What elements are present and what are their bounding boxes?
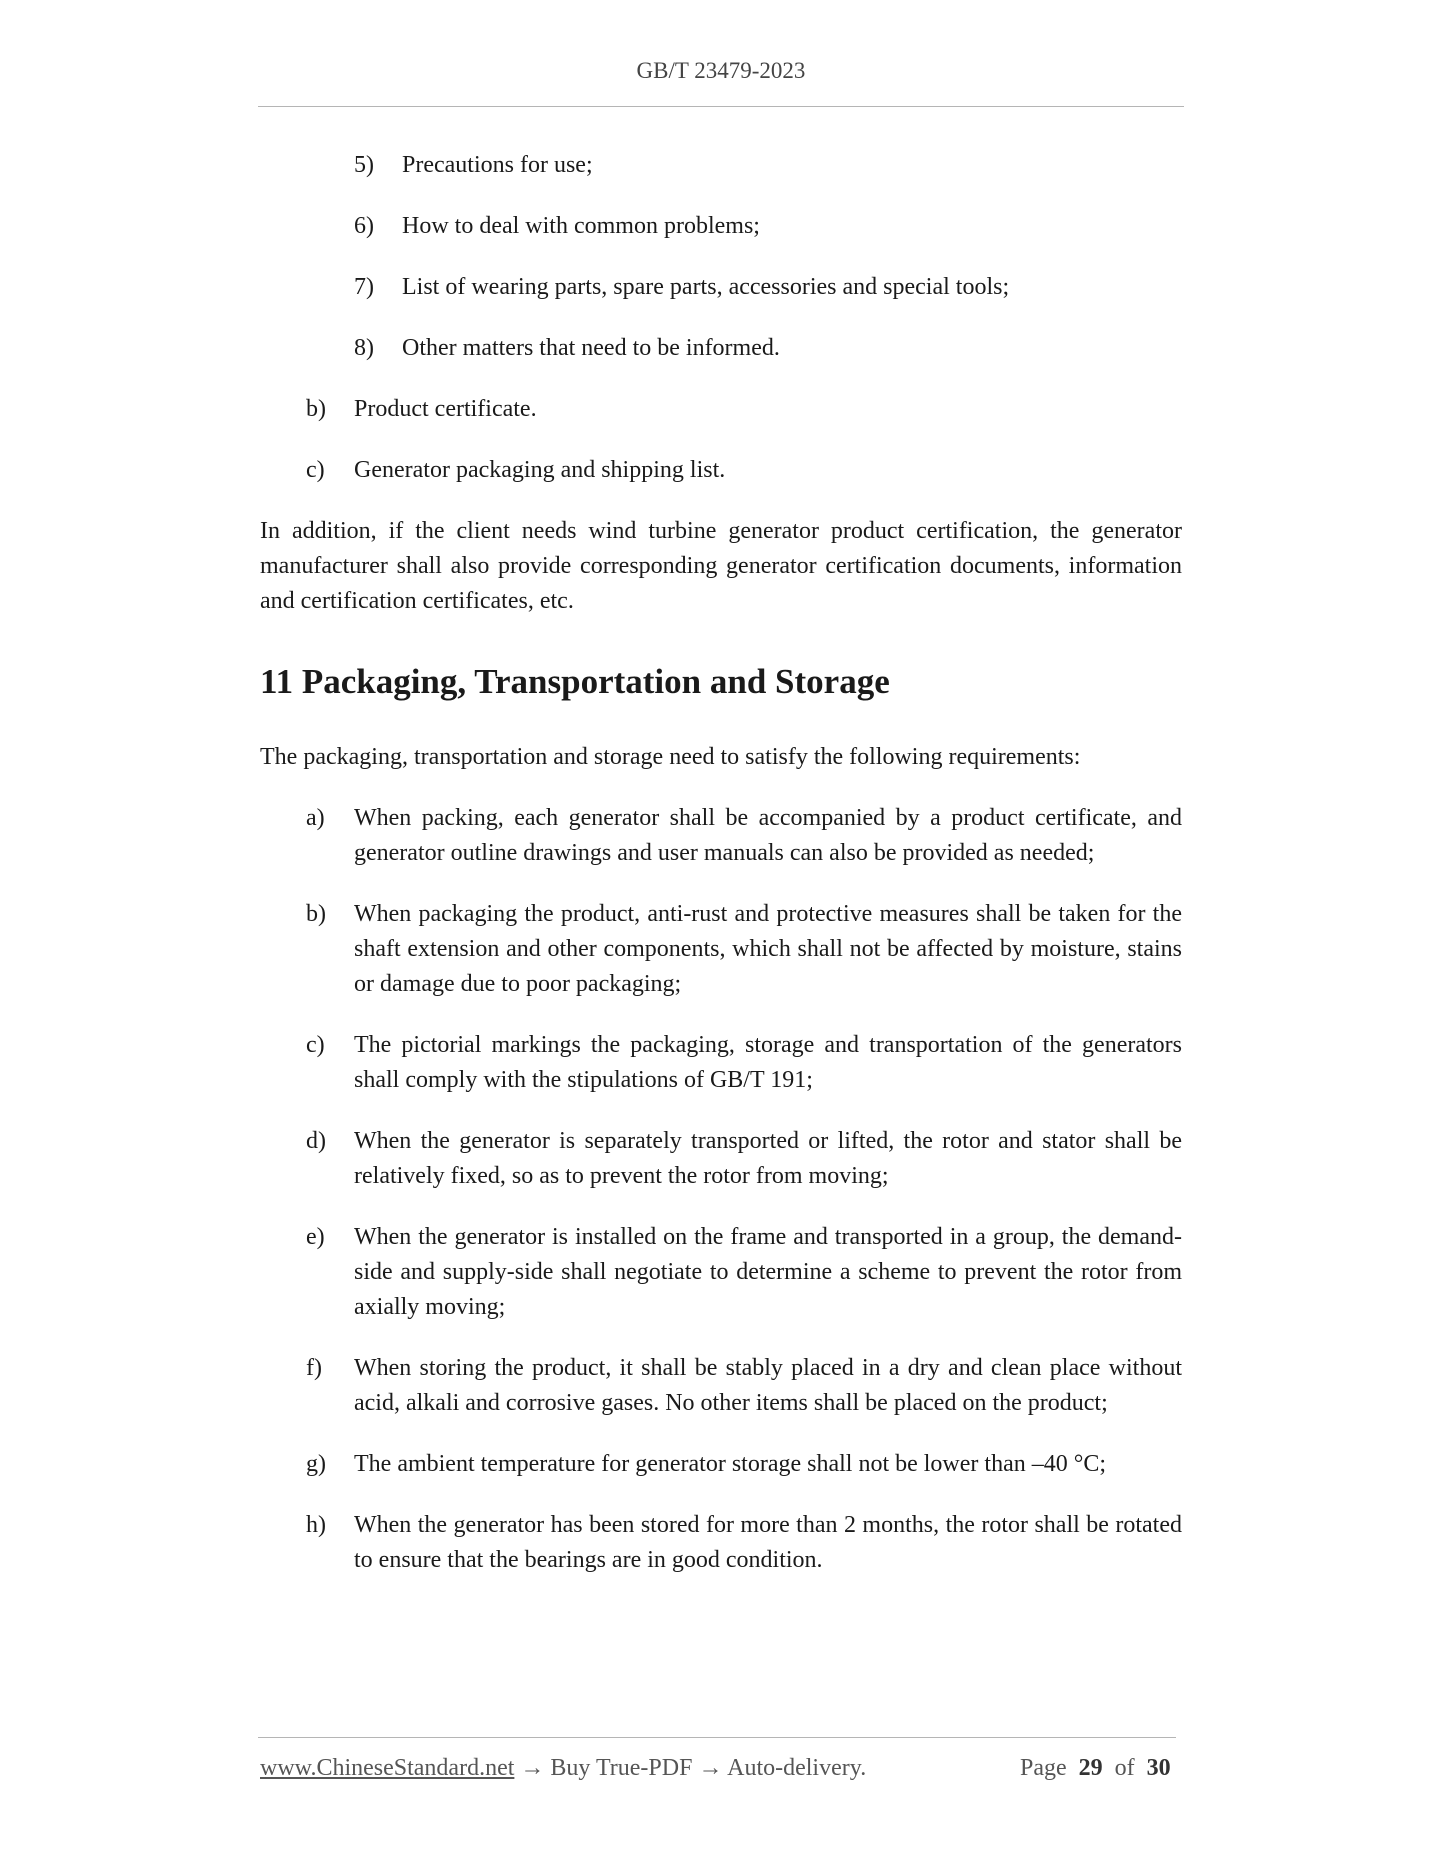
list-marker: b) <box>306 396 326 422</box>
list-item <box>306 453 1182 488</box>
list-item <box>354 148 1182 183</box>
list-item <box>354 209 1182 244</box>
requirement-item <box>306 1508 1182 1578</box>
list-marker: f) <box>306 1355 322 1381</box>
list-marker: c) <box>306 1032 325 1058</box>
list-marker: 8) <box>354 335 374 361</box>
requirement-item <box>306 801 1182 871</box>
list-marker: e) <box>306 1224 325 1250</box>
footer-tagline: → Buy True-PDF → Auto-delivery. <box>514 1755 867 1781</box>
list-item <box>354 270 1182 305</box>
total-pages: 30 <box>1146 1755 1171 1781</box>
list-text: When storing the product, it shall be stably placed in a dry and clean place without acid, alkali and corrosive gases. No other items shall be placed on the product; <box>354 1355 1182 1416</box>
page-label: Page <box>1020 1755 1067 1781</box>
page-content <box>260 148 1182 1604</box>
footer-promo <box>260 1755 866 1782</box>
requirement-item <box>306 1124 1182 1194</box>
list-marker: h) <box>306 1512 326 1538</box>
list-text: Generator packaging and shipping list. <box>354 457 726 483</box>
list-text: The ambient temperature for generator storage shall not be lower than –40 °C; <box>354 1451 1107 1477</box>
document-code-header: GB/T 23479-2023 <box>636 58 806 83</box>
page-indicator <box>1020 1755 1178 1782</box>
list-item <box>354 331 1182 366</box>
list-marker: a) <box>306 805 325 831</box>
requirement-item <box>306 1028 1182 1098</box>
chinese-standard-link[interactable]: www.ChineseStandard.net <box>260 1755 515 1781</box>
list-text: Other matters that need to be informed. <box>402 335 780 361</box>
addition-paragraph: In addition, if the client needs wind turbine generator product certification, the generator manufacturer shall also provide corresponding generator certification documents, information and certification certificates, etc. <box>260 518 1182 614</box>
list-marker: 5) <box>354 152 374 178</box>
list-item <box>306 392 1182 427</box>
list-marker: 6) <box>354 213 374 239</box>
requirement-item <box>306 1447 1182 1482</box>
footer-divider <box>258 1737 1176 1738</box>
list-text: Product certificate. <box>354 396 537 422</box>
requirement-item <box>306 897 1182 1002</box>
page-number: 29 <box>1078 1755 1103 1781</box>
list-marker: c) <box>306 457 325 483</box>
list-marker: b) <box>306 901 326 927</box>
list-marker: g) <box>306 1451 326 1477</box>
section-intro: The packaging, transportation and storage need to satisfy the following requirements: <box>260 744 1081 770</box>
list-text: The pictorial markings the packaging, storage and transportation of the generators shall comply with the stipulations of GB/T 191; <box>354 1032 1182 1093</box>
list-text: List of wearing parts, spare parts, accessories and special tools; <box>402 274 1010 300</box>
list-text: When the generator has been stored for more than 2 months, the rotor shall be rotated to ensure that the bearings are in good condition. <box>354 1512 1182 1573</box>
requirement-item <box>306 1220 1182 1325</box>
list-text: How to deal with common problems; <box>402 213 760 239</box>
list-marker: d) <box>306 1128 326 1154</box>
list-text: When packing, each generator shall be accompanied by a product certificate, and generator outline drawings and user manuals can also be provided as needed; <box>354 805 1182 866</box>
requirement-item <box>306 1351 1182 1421</box>
list-text: Precautions for use; <box>402 152 593 178</box>
section-heading: 11 Packaging, Transportation and Storage <box>260 662 890 701</box>
header-divider <box>258 106 1184 107</box>
list-text: When packaging the product, anti-rust and protective measures shall be taken for the shaft extension and other components, which shall not be affected by moisture, stains or damage due to poor packaging; <box>354 901 1182 997</box>
list-marker: 7) <box>354 274 374 300</box>
list-text: When the generator is installed on the frame and transported in a group, the demand-side and supply-side shall negotiate to determine a scheme to prevent the rotor from axially moving; <box>354 1224 1182 1320</box>
list-text: When the generator is separately transported or lifted, the rotor and stator shall be relatively fixed, so as to prevent the rotor from moving; <box>354 1128 1182 1189</box>
of-label: of <box>1114 1755 1135 1781</box>
